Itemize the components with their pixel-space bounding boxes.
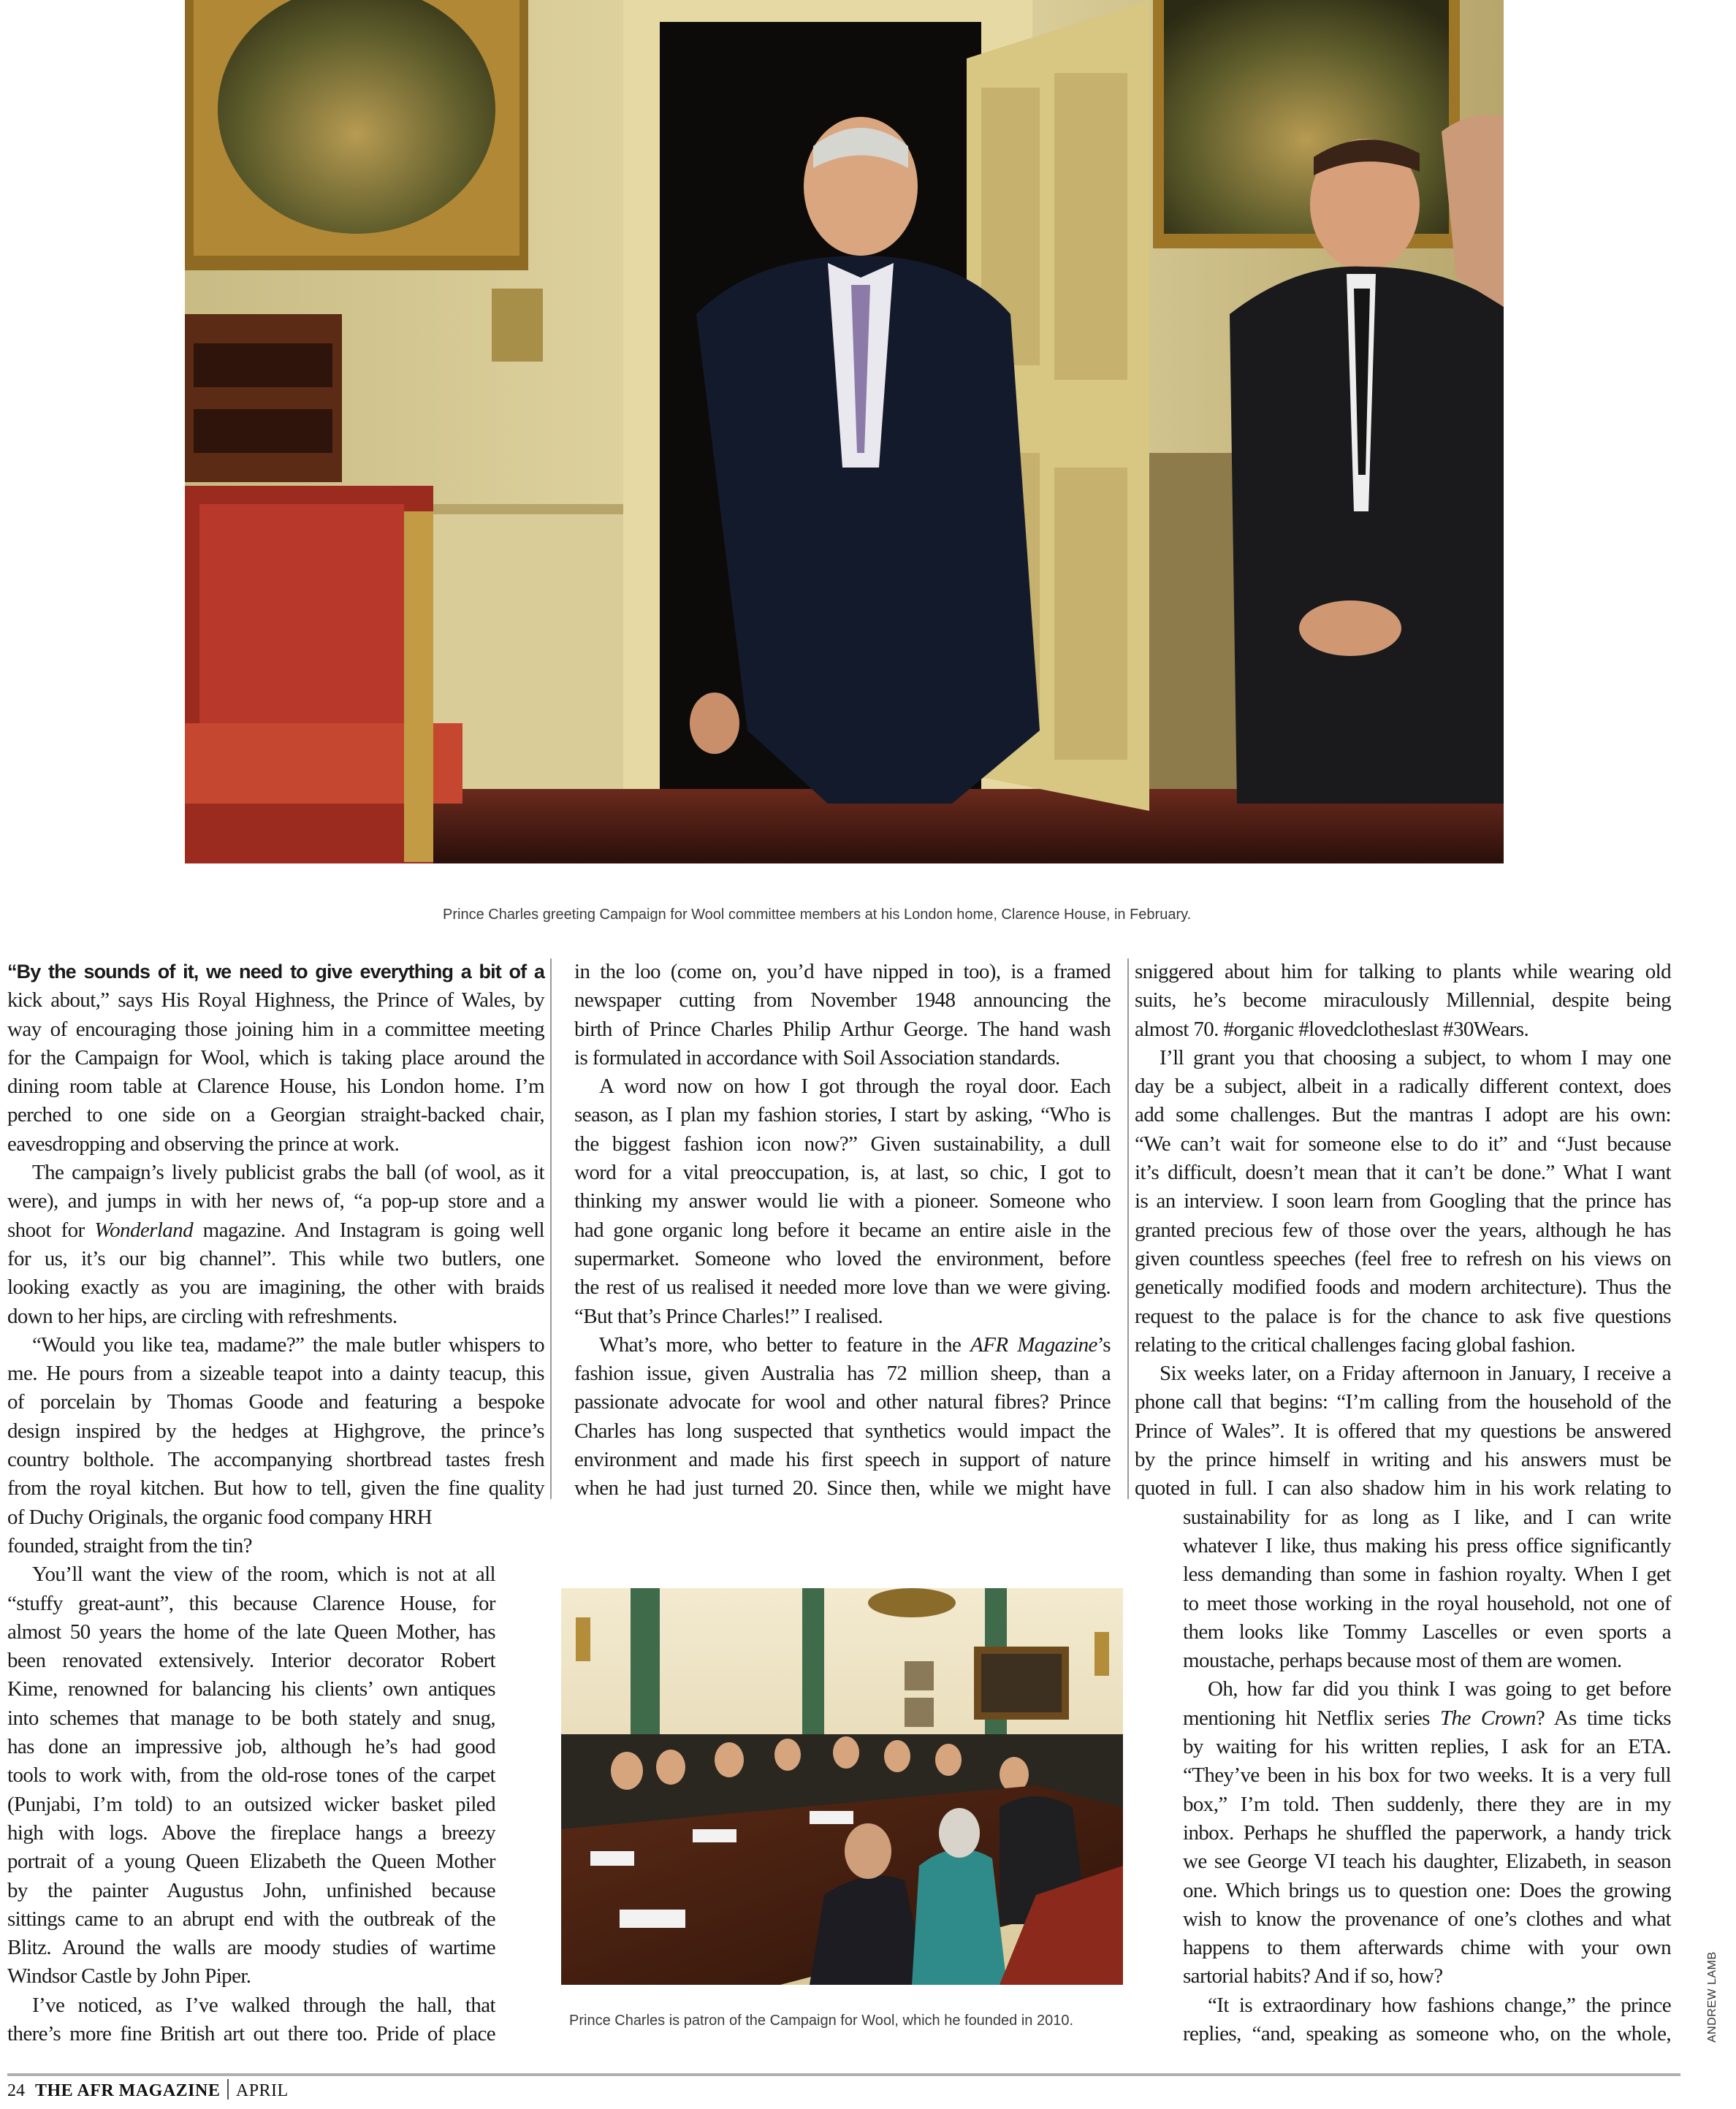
article-line: had gone organic long before it became an entire aisle in the bbox=[574, 1218, 1111, 1242]
article-line: is formulated in accordance with Soil Association standards. bbox=[574, 1045, 1060, 1069]
article-line: Charles has long suspected that synthetics would impact the bbox=[574, 1419, 1111, 1443]
article-line: day be a subject, albeit in a radically different context, does bbox=[1135, 1075, 1671, 1099]
article-line: sittings came to an abrupt end with the outbreak of the bbox=[7, 1907, 495, 1931]
article-line: high with logs. Above the fireplace hangs a breezy bbox=[7, 1820, 495, 1845]
photo-committee-meeting-image bbox=[561, 1588, 1123, 1985]
article-line: it’s difficult, doesn’t mean that it can’t be done.” What I want bbox=[1135, 1161, 1671, 1185]
article-line: we see George VI teach his daughter, Elizabeth, in season bbox=[1183, 1850, 1671, 1874]
article-line: genetically modified foods and modern architecture). Thus the bbox=[1135, 1275, 1671, 1300]
article-line: me. He pours from a sizeable teapot into a dainty teacup, this bbox=[7, 1362, 544, 1386]
article-line: almost 50 years the home of the late Queen Mother, has bbox=[7, 1620, 495, 1644]
article-line: for the Campaign for Wool, which is taking place around the bbox=[7, 1045, 544, 1069]
photo-meeting-caption: Prince Charles is patron of the Campaign for Wool, which he founded in 2010. bbox=[569, 2013, 1074, 2029]
article-line: thinking my answer would lie with a pioneer. Someone who bbox=[574, 1189, 1111, 1213]
article-line: when he had just turned 20. Since then, while we might have bbox=[574, 1476, 1111, 1500]
article-line: has done an impressive job, although he’s had good bbox=[7, 1735, 495, 1759]
article-line: sniggered about him for talking to plants while wearing old bbox=[1135, 960, 1671, 983]
article-line: them looks like Tommy Lascelles or even sports a bbox=[1183, 1620, 1671, 1644]
magazine-name: THE AFR MAGAZINE bbox=[35, 2081, 221, 2100]
page-footer bbox=[7, 2079, 289, 2101]
article-line: “We can’t wait for someone else to do it” and “Just because bbox=[1135, 1132, 1671, 1156]
article-line: eavesdropping and observing the prince at work. bbox=[7, 1132, 400, 1156]
article-line: (Punjabi, I’m told) to an outsized wicker basket piled bbox=[7, 1792, 495, 1816]
article-line: request to the palace is for the chance to ask five questions bbox=[1135, 1304, 1671, 1328]
article-line: phone call that begins: “I’m calling from the household of the bbox=[1135, 1390, 1671, 1414]
article-line: from the royal kitchen. But how to tell, given the fine quality bbox=[7, 1476, 544, 1500]
article-line: one. Which brings us to question one: Does the growing bbox=[1183, 1878, 1671, 1902]
article-line: wish to know the provenance of one’s clothes and what bbox=[1183, 1907, 1671, 1931]
article-line: the rest of us realised it needed more love than we were giving. bbox=[574, 1275, 1111, 1300]
article-line: mentioning hit Netflix series The Crown? As time ticks bbox=[1183, 1706, 1671, 1730]
photo-prince-greeting bbox=[185, 0, 1504, 863]
article-line: Kime, renowned for balancing his clients’ own antiques bbox=[7, 1677, 495, 1701]
article-line: moustache, perhaps because most of them are women. bbox=[1183, 1649, 1622, 1673]
column-divider bbox=[1127, 958, 1129, 1499]
article-line: Prince of Wales”. It is offered that my questions be answered bbox=[1135, 1419, 1671, 1443]
article-line: Oh, how far did you think I was going to get before bbox=[1208, 1677, 1671, 1701]
article-line: whatever I like, thus making his press office significantly bbox=[1183, 1533, 1671, 1557]
article-line: tools to work with, from the old-rose tones of the carpet bbox=[7, 1763, 495, 1788]
article-line: sustainability for as long as I like, and I can write bbox=[1183, 1505, 1671, 1529]
article-line: quoted in full. I can also shadow him in his work relating to bbox=[1135, 1476, 1671, 1500]
article-line: shoot for Wonderland magazine. And Instagram is going well bbox=[7, 1218, 544, 1242]
article-column-3 bbox=[1135, 958, 1671, 2048]
article-line: country bolthole. The accompanying shortbread tastes fresh bbox=[7, 1448, 544, 1472]
article-line: “It is extraordinary how fashions change,” the prince bbox=[1208, 1993, 1671, 2017]
photo-prince-greeting-image bbox=[185, 0, 1504, 863]
article-line: environment and made his first speech in support of nature bbox=[574, 1448, 1111, 1472]
article-line: looking exactly as you are imagining, the other with braids bbox=[7, 1275, 544, 1300]
article-line: fashion issue, given Australia has 72 million sheep, than a bbox=[574, 1362, 1111, 1386]
article-lead-line: “By the sounds of it, we need to give everything a bit of a bbox=[7, 961, 544, 983]
footer-separator bbox=[227, 2079, 229, 2100]
article-line: inbox. Perhaps he shuffled the paperwork, a handy trick bbox=[1183, 1820, 1671, 1845]
article-line: into schemes that manage to be both stately and snug, bbox=[7, 1706, 495, 1730]
article-line: by the prince himself in writing and his answers must be bbox=[1135, 1448, 1671, 1472]
article-line: add some challenges. But the mantras I adopt are his own: bbox=[1135, 1103, 1671, 1127]
article-line: “Would you like tea, madame?” the male butler whispers to bbox=[32, 1332, 544, 1357]
article-line: “stuffy great-aunt”, this because Clarence House, for bbox=[7, 1591, 495, 1615]
photo-top-caption: Prince Charles greeting Campaign for Wool committee members at his London home, Clarence House, in February. bbox=[443, 907, 1192, 923]
article-line: by the painter Augustus John, unfinished because bbox=[7, 1878, 495, 1902]
article-line: there’s more fine British art out there too. Pride of place bbox=[7, 2021, 495, 2045]
article-line: You’ll want the view of the room, which is not at all bbox=[32, 1563, 495, 1587]
column-divider bbox=[550, 958, 552, 1499]
article-line: I’ll grant you that choosing a subject, to whom I may one bbox=[1160, 1045, 1671, 1069]
issue-month: APRIL bbox=[235, 2081, 289, 2100]
article-line: dining room table at Clarence House, his London home. I’m bbox=[7, 1075, 544, 1099]
article-line: relating to the critical challenges facing global fashion. bbox=[1135, 1332, 1575, 1357]
article-line: birth of Prince Charles Philip Arthur George. The hand wash bbox=[574, 1017, 1111, 1041]
article-line: granted precious few of those over the years, although he has bbox=[1135, 1218, 1671, 1242]
article-line: word for a vital preoccupation, is, at last, so chic, I got to bbox=[574, 1161, 1111, 1185]
article-line: What’s more, who better to feature in the AFR Magazine’s bbox=[599, 1332, 1111, 1357]
article-line: Blitz. Around the walls are moody studies of wartime bbox=[7, 1936, 495, 1960]
article-line: passionate advocate for wool and other natural fibres? Prince bbox=[574, 1390, 1111, 1414]
article-line: the biggest fashion icon now?” Given sustainability, a dull bbox=[574, 1132, 1111, 1156]
photo-committee-meeting bbox=[561, 1588, 1123, 1985]
article-line: kick about,” says His Royal Highness, the Prince of Wales, by bbox=[7, 988, 544, 1012]
article-line: portrait of a young Queen Elizabeth the Queen Mother bbox=[7, 1850, 495, 1874]
footer-rule bbox=[7, 2073, 1680, 2076]
article-line: newspaper cutting from November 1948 announcing the bbox=[574, 988, 1111, 1012]
article-line: of porcelain by Thomas Goode and featuring a bespoke bbox=[7, 1390, 544, 1414]
article-line: happens to them afterwards chime with your own bbox=[1183, 1936, 1671, 1960]
article-line: to meet those working in the royal household, not one of bbox=[1183, 1591, 1671, 1615]
article-line: Windsor Castle by John Piper. bbox=[7, 1964, 251, 1988]
article-line: suits, he’s become miraculously Millennial, despite being bbox=[1135, 988, 1671, 1012]
article-line: perched to one side on a Georgian straight-backed chair, bbox=[7, 1103, 544, 1127]
article-line: almost 70. #organic #lovedclotheslast #30Wears. bbox=[1135, 1017, 1529, 1041]
article-line: were), and jumps in with her news of, “a pop-up store and a bbox=[7, 1189, 544, 1213]
article-line: box,” I’m told. Then suddenly, there they are in my bbox=[1183, 1792, 1671, 1816]
article-line: replies, “and, speaking as someone who, on the whole, bbox=[1183, 2021, 1671, 2045]
photo-credit: ANDREW LAMB bbox=[1706, 1951, 1718, 2043]
article-line: I’ve noticed, as I’ve walked through the hall, that bbox=[32, 1993, 495, 2017]
article-line: by waiting for his written replies, I ask for an ETA. bbox=[1183, 1735, 1671, 1759]
article-line: in the loo (come on, you’d have nipped in too), is a framed bbox=[574, 960, 1111, 983]
article-line: Six weeks later, on a Friday afternoon in January, I receive a bbox=[1160, 1362, 1671, 1386]
article-line: of Duchy Originals, the organic food company HRH bbox=[7, 1505, 433, 1529]
article-line: design inspired by the hedges at Highgrove, the prince’s bbox=[7, 1419, 544, 1443]
article-line: been renovated extensively. Interior decorator Robert bbox=[7, 1649, 495, 1673]
article-line: down to her hips, are circling with refreshments. bbox=[7, 1304, 397, 1328]
article-line: founded, straight from the tin? bbox=[7, 1533, 252, 1557]
article-line: “They’ve been in his box for two weeks. It is a very full bbox=[1183, 1763, 1671, 1788]
article-column-1 bbox=[7, 958, 544, 2048]
article-line: less demanding than some in fashion royalty. When I get bbox=[1183, 1563, 1671, 1587]
article-line: is an interview. I soon learn from Googling that the prince has bbox=[1135, 1189, 1671, 1213]
article-line: supermarket. Someone who loved the environment, before bbox=[574, 1246, 1111, 1270]
article-line: given countless speeches (feel free to refresh on his views on bbox=[1135, 1246, 1671, 1270]
article-line: season, as I plan my fashion stories, I start by asking, “Who is bbox=[574, 1103, 1111, 1127]
page-number: 24 bbox=[7, 2081, 25, 2100]
article-line: A word now on how I got through the royal door. Each bbox=[599, 1075, 1111, 1099]
article-line: for us, it’s our big channel”. This while two butlers, one bbox=[7, 1246, 544, 1270]
article-line: “But that’s Prince Charles!” I realised. bbox=[574, 1304, 883, 1328]
article-column-2 bbox=[574, 958, 1111, 1503]
article-line: The campaign’s lively publicist grabs the ball (of wool, as it bbox=[32, 1161, 544, 1185]
article-line: way of encouraging those joining him in a committee meeting bbox=[7, 1017, 544, 1041]
article-line: sartorial habits? And if so, how? bbox=[1183, 1964, 1443, 1988]
